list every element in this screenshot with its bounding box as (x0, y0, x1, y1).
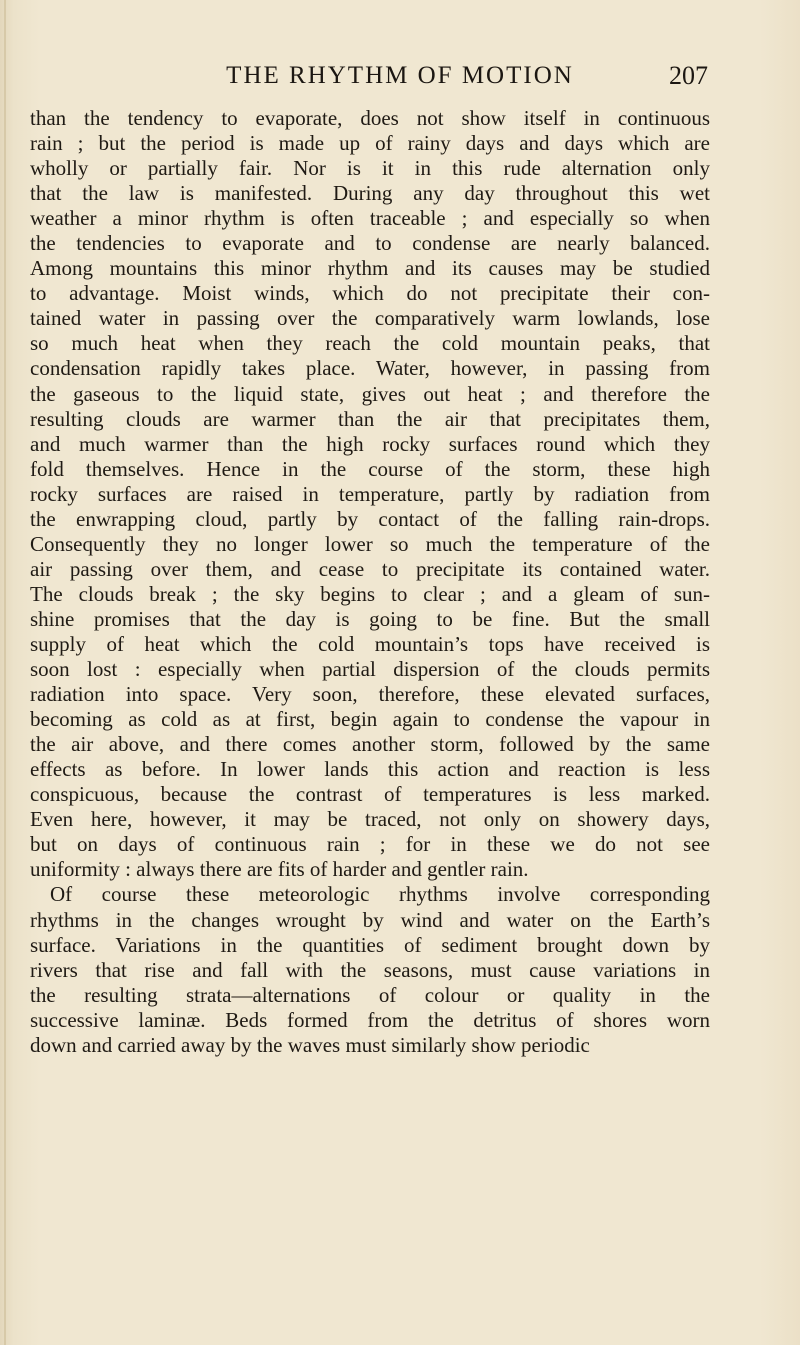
text-line: tained water in passing over the comparatively warm lowlands, lose (30, 306, 710, 331)
gutter-shadow (4, 0, 6, 1345)
text-line: Consequently they no longer lower so much the temperature of the (30, 531, 710, 556)
running-head (0, 58, 800, 94)
text-line: successive laminæ. Beds formed from the detritus of shores worn (30, 1007, 710, 1032)
text-line: rhythms in the changes wrought by wind and water on the Earth’s (30, 907, 710, 932)
text-line: Even here, however, it may be traced, not only on showery days, (30, 807, 710, 832)
text-line: rivers that rise and fall with the seasons, must cause variations in (30, 957, 710, 982)
text-line: rocky surfaces are raised in temperature, partly by radiation from (30, 481, 710, 506)
text-line: the tendencies to evaporate and to condense are nearly balanced. (30, 231, 710, 256)
text-line: fold themselves. Hence in the course of the storm, these high (30, 456, 710, 481)
text-line: but on days of continuous rain ; for in these we do not see (30, 832, 710, 857)
text-line: soon lost : especially when partial dispersion of the clouds permits (30, 657, 710, 682)
text-line: rain ; but the period is made up of rainy days and days which are (30, 131, 710, 156)
text-line: the air above, and there comes another storm, followed by the same (30, 732, 710, 757)
text-line: weather a minor rhythm is often traceable ; and especially so when (30, 206, 710, 231)
text-line: air passing over them, and cease to precipitate its contained water. (30, 556, 710, 581)
text-line: the enwrapping cloud, partly by contact of the falling rain-drops. (30, 506, 710, 531)
text-line: conspicuous, because the contrast of temperatures is less marked. (30, 782, 710, 807)
text-line: The clouds break ; the sky begins to clear ; and a gleam of sun- (30, 581, 710, 606)
text-line: uniformity : always there are fits of harder and gentler rain. (30, 857, 529, 882)
text-line: so much heat when they reach the cold mountain peaks, that (30, 331, 710, 356)
text-line: supply of heat which the cold mountain’s tops have received is (30, 631, 710, 656)
running-title: THE RHYTHM OF MOTION (226, 62, 574, 89)
text-line: resulting clouds are warmer than the air that precipitates them, (30, 406, 710, 431)
text-line: the resulting strata—alternations of colour or quality in the (30, 982, 710, 1007)
text-line: and much warmer than the high rocky surfaces round which they (30, 431, 710, 456)
text-line: the gaseous to the liquid state, gives out heat ; and therefore the (30, 381, 710, 406)
text-line: radiation into space. Very soon, therefore, these elevated surfaces, (30, 682, 710, 707)
text-line: condensation rapidly takes place. Water, however, in passing from (30, 356, 710, 381)
text-line: shine promises that the day is going to be fine. But the small (30, 606, 710, 631)
text-line: that the law is manifested. During any day throughout this wet (30, 181, 710, 206)
text-line: effects as before. In lower lands this action and reaction is less (30, 757, 710, 782)
text-line: surface. Variations in the quantities of sediment brought down by (30, 932, 710, 957)
page-number: 207 (669, 61, 708, 90)
text-line: becoming as cold as at first, begin again to condense the vapour in (30, 707, 710, 732)
text-line: to advantage. Moist winds, which do not precipitate their con- (30, 281, 710, 306)
text-line: Of course these meteorologic rhythms involve corresponding (50, 882, 710, 907)
text-line: down and carried away by the waves must similarly show periodic (30, 1032, 590, 1057)
text-line: than the tendency to evaporate, does not show itself in continuous (30, 106, 710, 130)
text-line: Among mountains this minor rhythm and its causes may be studied (30, 256, 710, 281)
body-text (30, 106, 710, 1058)
text-line: wholly or partially fair. Nor is it in this rude alternation only (30, 156, 710, 181)
